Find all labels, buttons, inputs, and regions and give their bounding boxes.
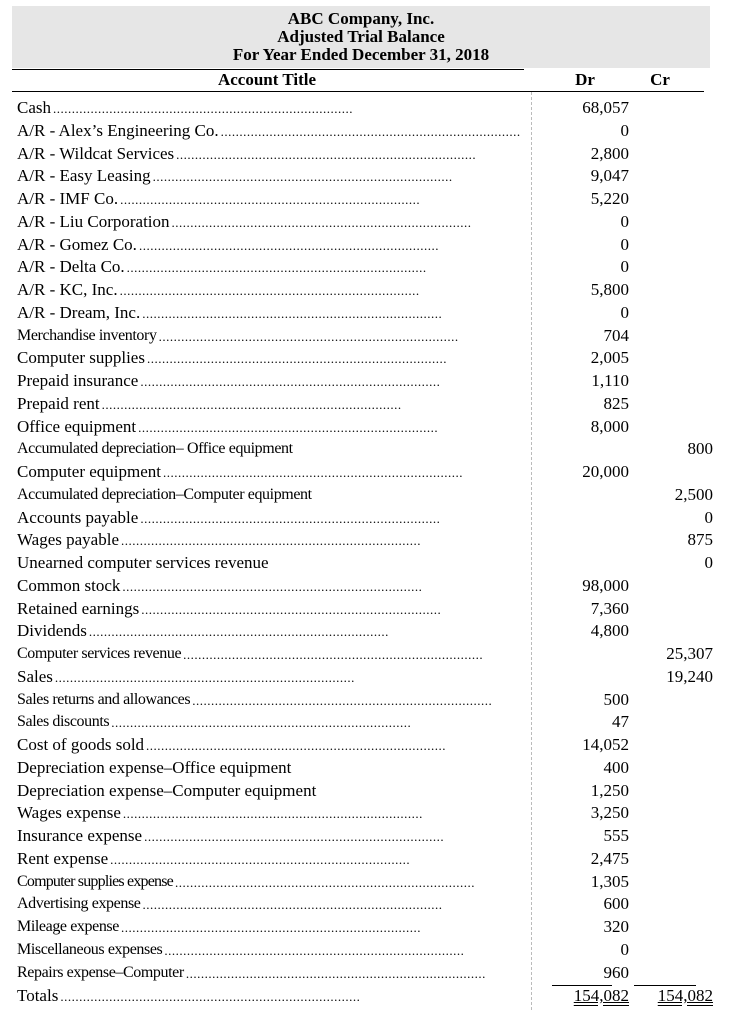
dot-leader: ................................................................................ — [60, 989, 361, 1005]
debit-amount: 5,800 — [590, 280, 629, 299]
table-row — [17, 484, 713, 506]
table-row — [17, 780, 707, 802]
account-title: Common stock — [17, 575, 121, 595]
table-row — [17, 825, 707, 847]
dot-leader: ................................................................................ — [146, 738, 447, 753]
dot-leader: ................................................................................ — [163, 465, 464, 480]
account-title: Sales — [17, 666, 53, 686]
table-row — [17, 211, 707, 233]
report-title: Adjusted Trial Balance — [277, 27, 445, 46]
dr-sum-line — [552, 985, 612, 986]
account-title: Insurance expense — [17, 826, 143, 845]
dot-leader: ................................................................................ — [185, 965, 486, 981]
cr-sum-line — [634, 985, 696, 986]
table-row — [17, 871, 707, 893]
dot-leader: ................................................................................ — [140, 374, 441, 389]
dot-leader: ................................................................................ — [192, 692, 493, 708]
account-title: Cash — [17, 98, 51, 117]
account-title: Depreciation expense–Computer equipment — [17, 780, 317, 800]
dot-leader: ................................................................................ — [158, 328, 459, 344]
credit-amount: 800 — [687, 439, 713, 459]
table-row — [17, 165, 707, 187]
account-title: A/R - Alex’s Engineering Co. — [17, 120, 219, 140]
credit-total-value: 154,082 — [657, 986, 713, 1006]
debit-amount: 0 — [620, 234, 629, 254]
debit-amount: 47 — [612, 712, 629, 732]
account-title: Wages expense — [17, 803, 121, 823]
table-row — [17, 438, 713, 460]
credit-total — [629, 985, 713, 1007]
dot-leader: ................................................................................ — [176, 146, 477, 162]
table-row — [17, 757, 707, 779]
table-row — [17, 643, 713, 665]
account-title: Unearned computer services revenue — [17, 553, 269, 572]
account-title: A/R - Delta Co. — [17, 257, 125, 277]
debit-amount: 7,360 — [590, 598, 629, 618]
debit-amount: 2,475 — [590, 848, 629, 868]
dot-leader: ................................................................................ — [140, 510, 441, 526]
dot-leader: ................................................................................ — [164, 942, 465, 958]
debit-amount: 0 — [620, 211, 629, 231]
table-row — [17, 234, 707, 256]
credit-amount: 2,500 — [674, 484, 713, 504]
table-row — [17, 302, 707, 324]
account-title: Computer supplies — [17, 348, 145, 368]
debit-amount: 2,005 — [590, 348, 629, 368]
dot-leader: ................................................................................ — [144, 829, 445, 844]
table-row — [17, 939, 707, 961]
debit-amount: 1,110 — [591, 371, 629, 390]
credit-amount: 19,240 — [666, 666, 713, 686]
debit-amount: 8,000 — [590, 416, 629, 436]
dot-leader: ................................................................................ — [174, 874, 475, 890]
dot-leader: ................................................................................ — [53, 101, 353, 116]
table-row — [17, 507, 713, 529]
credit-amount: 0 — [704, 507, 713, 527]
dot-leader: ................................................................................ — [121, 533, 421, 549]
table-row — [17, 529, 713, 551]
debit-amount: 2,800 — [590, 143, 629, 163]
debit-total-value: 154,082 — [573, 986, 629, 1006]
debit-amount: 0 — [620, 257, 629, 277]
account-title: A/R - Liu Corporation — [17, 211, 170, 231]
account-title: Sales returns and allowances — [17, 690, 191, 708]
account-title: Sales discounts — [17, 713, 110, 731]
table-row — [17, 279, 707, 301]
table-row — [17, 848, 707, 870]
table-row — [17, 416, 707, 438]
debit-amount: 9,047 — [590, 166, 629, 186]
account-title: Office equipment — [17, 416, 137, 436]
table-row — [17, 461, 707, 483]
debit-amount: 0 — [620, 302, 629, 322]
debit-amount: 0 — [620, 120, 629, 140]
debit-amount: 600 — [603, 894, 629, 914]
debit-amount: 20,000 — [582, 462, 629, 481]
table-row — [17, 666, 713, 688]
dot-leader: ................................................................................ — [126, 260, 427, 276]
credit-amount: 0 — [704, 553, 713, 572]
account-title: Prepaid rent — [17, 393, 100, 413]
table-row — [17, 598, 707, 620]
account-title: A/R - Gomez Co. — [17, 234, 137, 254]
company-name: ABC Company, Inc. — [287, 9, 435, 28]
debit-amount: 3,250 — [590, 803, 629, 823]
table-row — [17, 552, 713, 574]
table-row — [17, 256, 707, 278]
debit-amount: 320 — [603, 917, 629, 936]
table-row — [17, 893, 707, 915]
totals-row — [17, 985, 713, 1007]
credit-amount: 25,307 — [666, 644, 713, 663]
table-row — [17, 802, 707, 824]
table-row — [17, 120, 707, 142]
dot-leader: ................................................................................ — [183, 647, 484, 662]
debit-amount: 0 — [620, 939, 629, 959]
debit-amount: 400 — [603, 757, 629, 777]
table-row — [17, 575, 707, 597]
dot-leader: ................................................................................ — [141, 601, 442, 617]
account-title: A/R - Dream, Inc. — [17, 302, 141, 322]
debit-amount: 825 — [603, 393, 629, 413]
dot-leader: ................................................................................ — [111, 715, 412, 731]
account-title: Computer supplies expense — [17, 872, 173, 890]
debit-amount: 1,305 — [590, 871, 629, 891]
dot-leader: ................................................................................ — [120, 920, 421, 935]
table-row — [17, 916, 707, 938]
debit-amount: 68,057 — [582, 98, 629, 117]
header-rule-bottom — [12, 91, 704, 92]
account-title: Cost of goods sold — [17, 735, 145, 754]
dot-leader: ................................................................................ — [142, 305, 443, 321]
debit-amount: 5,220 — [590, 189, 629, 208]
table-row — [17, 325, 707, 347]
debit-amount: 1,250 — [590, 780, 629, 800]
account-title: Computer equipment — [17, 462, 162, 481]
table-row — [17, 962, 707, 984]
table-row — [17, 143, 707, 165]
dot-leader: ................................................................................ — [120, 192, 421, 207]
table-row — [17, 711, 707, 733]
column-header-account: Account Title — [217, 70, 317, 89]
dot-leader: ................................................................................ — [171, 214, 472, 230]
account-title: Prepaid insurance — [17, 371, 139, 390]
dot-leader: ................................................................................ — [88, 624, 389, 640]
debit-amount: 555 — [603, 826, 629, 845]
account-title: Wages payable — [17, 530, 119, 550]
table-row — [17, 97, 707, 119]
account-title: Miscellaneous expenses — [17, 940, 163, 958]
dot-leader: ................................................................................ — [119, 283, 420, 298]
report-header — [12, 6, 710, 68]
account-title: Merchandise inventory — [17, 326, 157, 344]
debit-amount: 14,052 — [582, 735, 629, 754]
dot-leader: ................................................................................ — [146, 351, 447, 367]
table-row — [17, 370, 707, 392]
dot-leader: ................................................................................ — [110, 851, 411, 867]
table-row — [17, 620, 707, 642]
dot-leader: ................................................................................ — [138, 237, 439, 253]
account-title: Dividends — [17, 621, 87, 641]
account-title: A/R - Easy Leasing — [17, 166, 151, 186]
debit-amount: 98,000 — [582, 575, 629, 595]
account-title: Retained earnings — [17, 598, 140, 618]
column-header-dr: Dr — [575, 70, 595, 89]
account-title: Computer services revenue — [17, 645, 182, 662]
totals-label: Totals — [17, 986, 59, 1006]
dot-leader: ................................................................................ — [54, 669, 355, 685]
debit-amount: 704 — [603, 325, 629, 345]
dot-leader: ................................................................................ — [220, 123, 521, 139]
report-period: For Year Ended December 31, 2018 — [232, 45, 490, 64]
table-row — [17, 188, 707, 210]
dot-leader: ................................................................................ — [101, 396, 402, 412]
account-title: Mileage expense — [17, 918, 119, 935]
account-title: Accumulated depreciation–Computer equipment — [17, 485, 312, 503]
account-title: Depreciation expense–Office equipment — [17, 757, 292, 777]
table-row — [17, 347, 707, 369]
account-title: Repairs expense–Computer — [17, 963, 184, 981]
debit-total — [537, 985, 629, 1007]
table-row — [17, 734, 707, 756]
account-title: Accounts payable — [17, 507, 139, 527]
account-title: Rent expense — [17, 848, 109, 868]
dot-leader: ................................................................................ — [122, 578, 423, 594]
dot-leader: ................................................................................ — [142, 897, 443, 913]
account-title: A/R - KC, Inc. — [17, 280, 118, 299]
account-title: Accumulated depreciation– Office equipment — [17, 440, 293, 458]
dot-leader: ................................................................................ — [122, 806, 423, 822]
dot-leader: ................................................................................ — [138, 419, 439, 435]
table-row — [17, 689, 707, 711]
table-row — [17, 393, 707, 415]
debit-amount: 500 — [603, 689, 629, 709]
dot-leader: ................................................................................ — [152, 169, 453, 185]
column-header-cr: Cr — [650, 70, 670, 89]
account-title: A/R - Wildcat Services — [17, 143, 175, 163]
account-title: A/R - IMF Co. — [17, 189, 119, 208]
debit-amount: 960 — [603, 962, 629, 982]
account-title: Advertising expense — [17, 895, 141, 913]
credit-amount: 875 — [687, 530, 713, 550]
debit-amount: 4,800 — [590, 621, 629, 641]
